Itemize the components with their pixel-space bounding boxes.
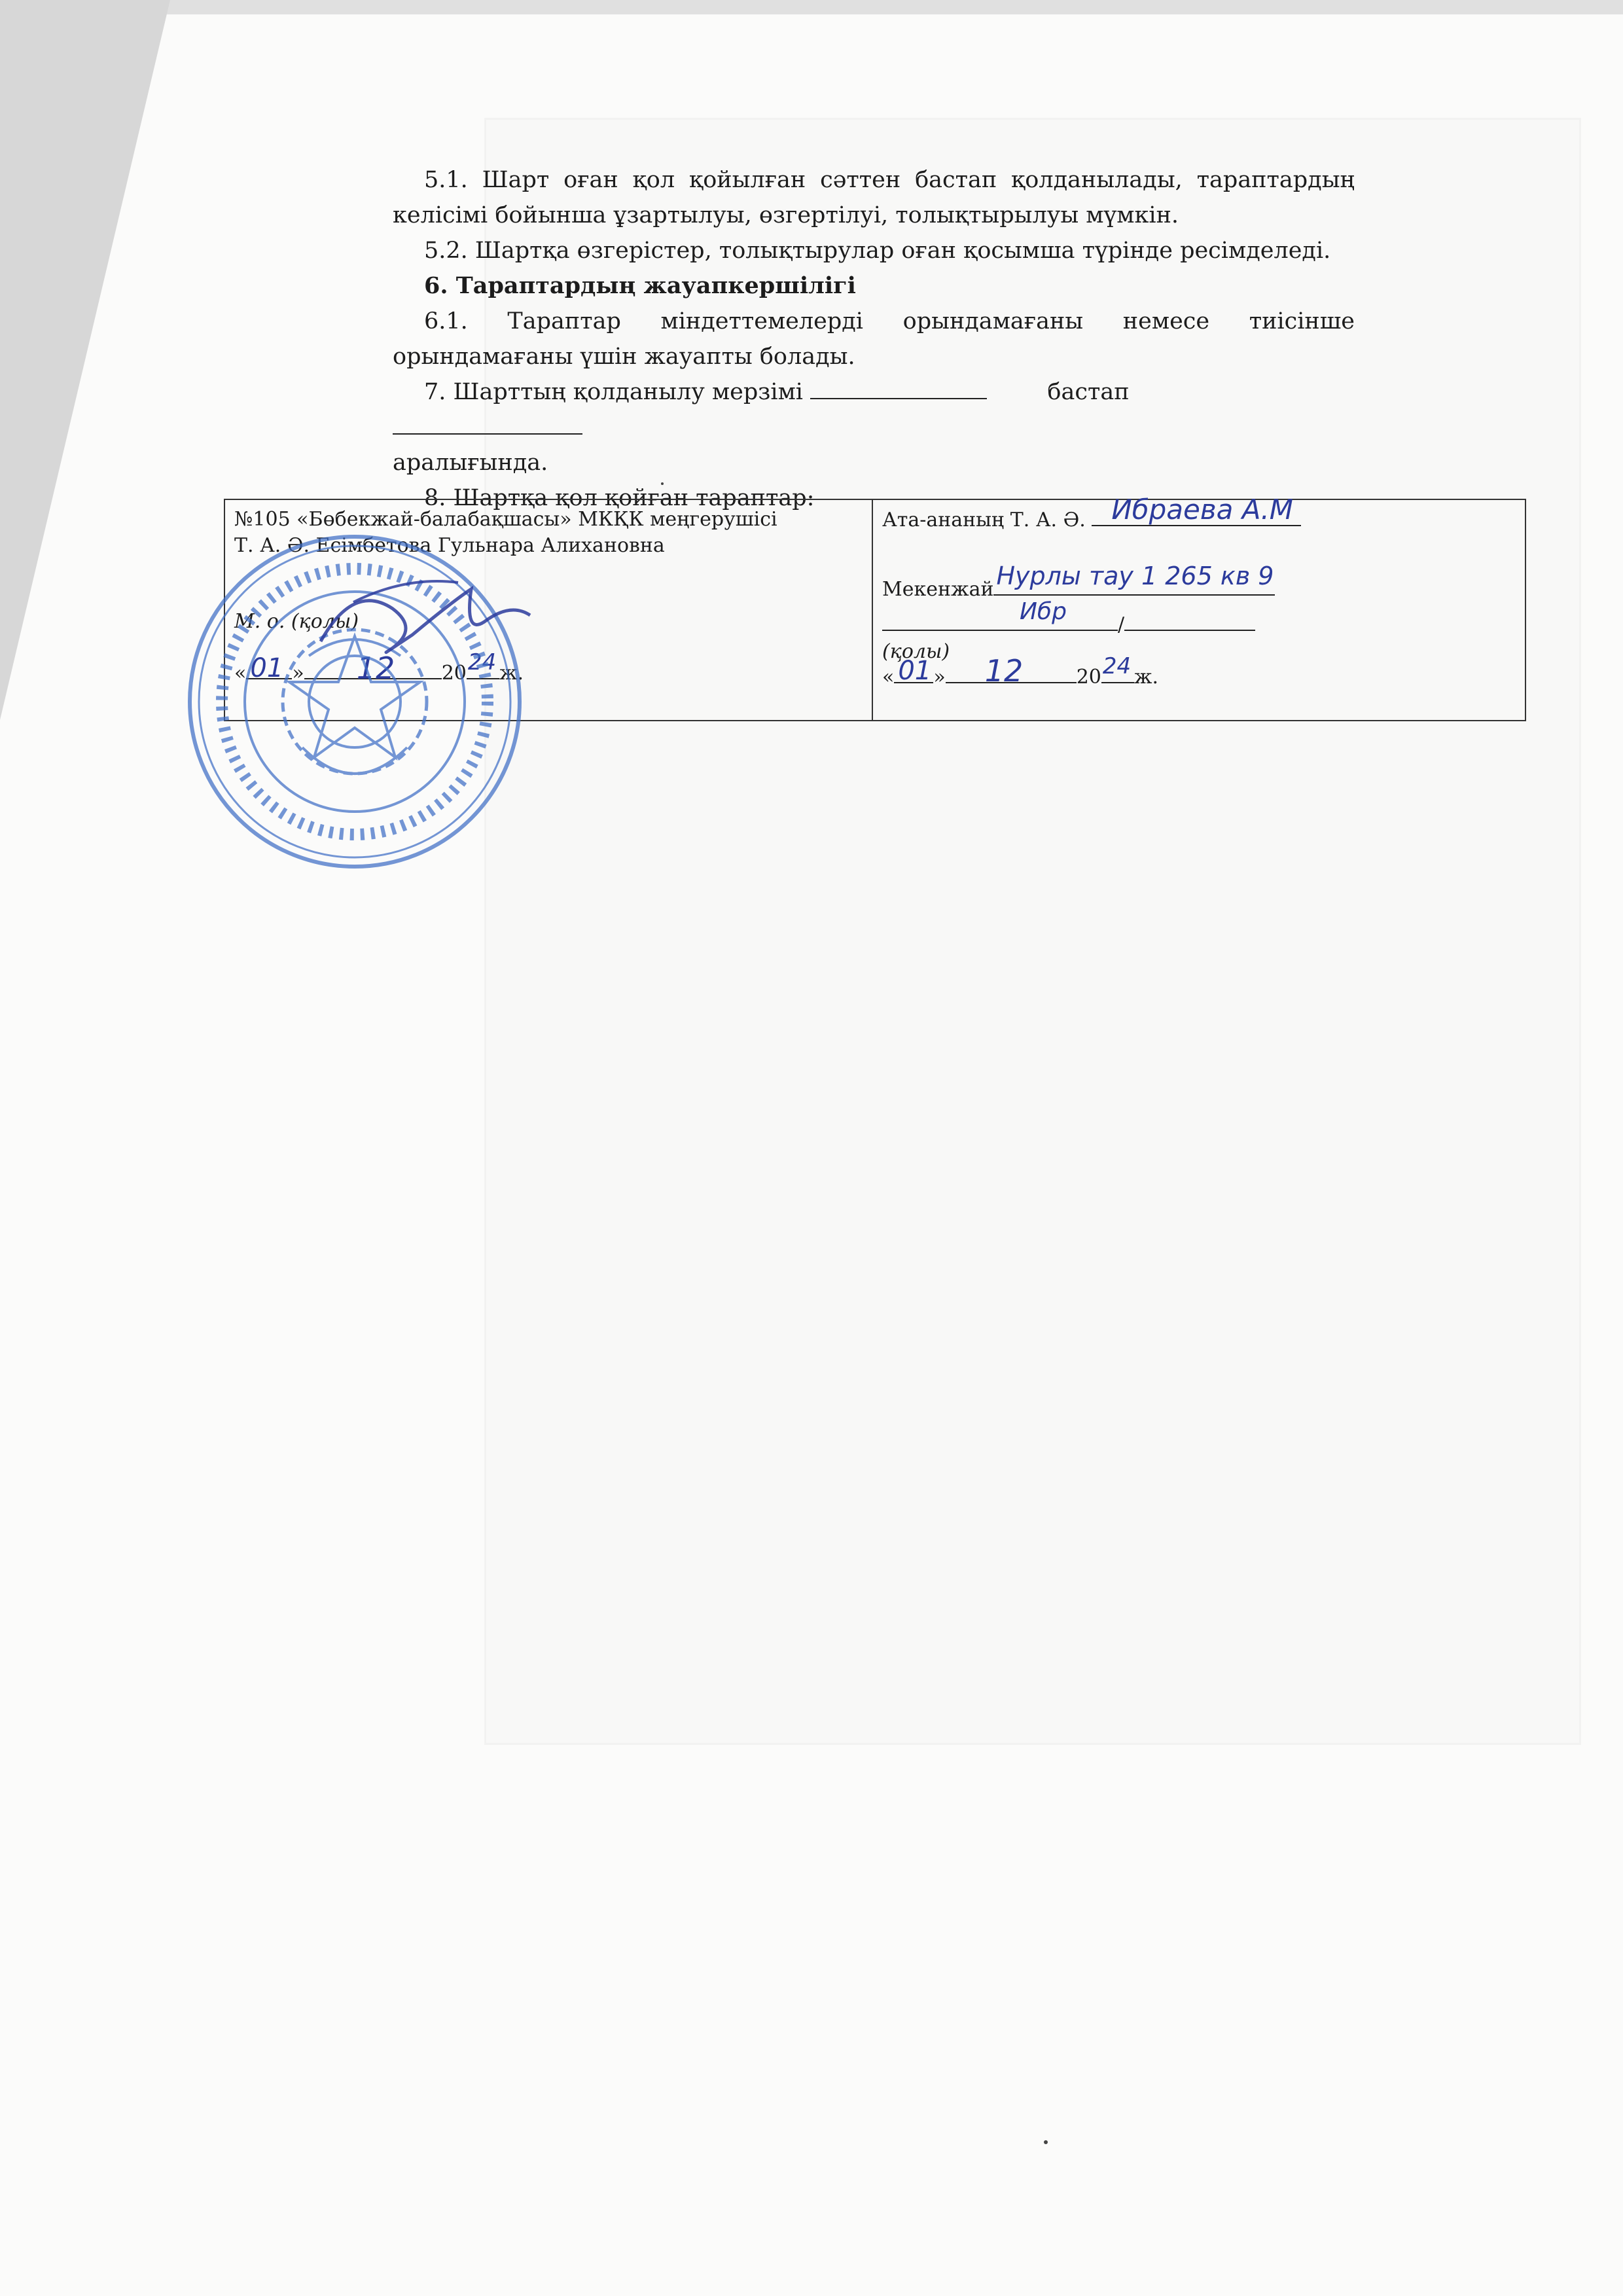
right-month-hand: 12 (984, 653, 1024, 689)
director-signature (314, 563, 537, 674)
parent-party-cell (873, 493, 1525, 720)
scan-corner-shadow (0, 0, 170, 720)
left-day-hand: 01 (250, 653, 284, 683)
kindergarten-sign-date: « 01 » 12 20 24 ж. (234, 649, 524, 686)
scan-speck (1044, 2140, 1048, 2144)
scan-top-shadow (0, 0, 1623, 14)
clause-7-start: 7. Шарттың қолданылу мерзімі (424, 379, 803, 405)
parent-name-hand: Ибраева А.М (1111, 493, 1294, 526)
clause-7-mid: бастап (1047, 379, 1130, 405)
clause-7 (393, 374, 1355, 445)
term-end-blank (393, 414, 582, 435)
parent-sign-date: « 01 » 12 20 24 ж. (882, 653, 1159, 689)
right-year-hand: 24 (1102, 653, 1132, 679)
contract-text (393, 162, 1355, 516)
section-6-heading: 6. Тараптардың жауапкершілігі (424, 272, 856, 299)
kindergarten-director-name: Т. А. Ә. Есімбетова Гульнара Алихановна (234, 534, 665, 557)
right-day-hand: 01 (898, 656, 932, 686)
parent-address-hand: Нурлы тау 1 265 кв 9 (996, 562, 1274, 590)
clause-5-2: 5.2. Шартқа өзгерістер, толықтырулар оған қосымша түрінде ресімделеді. (424, 238, 1331, 264)
parent-name-row (882, 493, 1301, 531)
parent-sign-row: Ибр / (882, 613, 1255, 636)
kindergarten-director-title: №105 «Бөбекжай-балабақшасы» МКҚК меңгерушісі (234, 508, 777, 531)
clause-8: 8. Шартқа қол қойған тараптар: (424, 485, 815, 511)
parent-address-row (882, 562, 1275, 601)
parent-name-label: Ата-ананың Т. А. Ә. (882, 509, 1086, 531)
left-month-hand: 12 (356, 651, 395, 686)
parent-sign-hand: Ибр (1020, 598, 1067, 625)
left-year-hand: 24 (467, 649, 497, 675)
term-start-blank (810, 378, 987, 399)
scan-speck (661, 482, 664, 485)
clause-5-1: 5.1. Шарт оған қол қойылған сәттен бастап қолданылады, тараптардың келісімі бойынша ұзартылуы, өзгертілуі, толықтырылуы мүмкін. (393, 167, 1355, 228)
parent-sign-label: (қолы) (882, 640, 950, 663)
clause-7-end: аралығында. (393, 450, 548, 476)
kindergarten-stamp-sign-label: М. о. (қолы) (234, 610, 359, 633)
parent-address-label: Мекенжай (882, 578, 994, 601)
clause-6-1: 6.1. Тараптар міндеттемелерді орындамағаны немесе тиісінше орындамағаны үшін жауапты болады. (393, 308, 1355, 370)
